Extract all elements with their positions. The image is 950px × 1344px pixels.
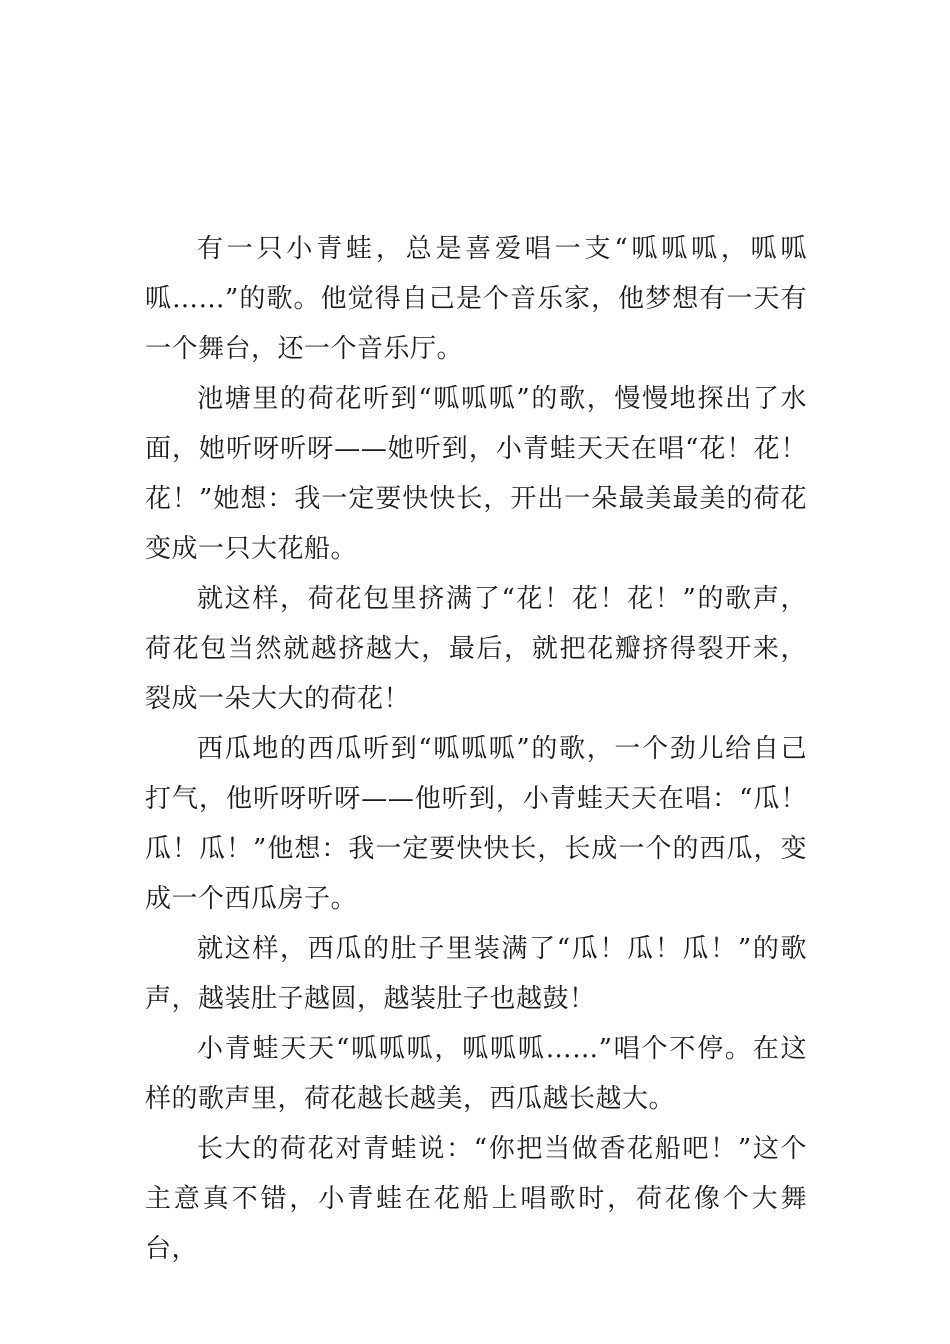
paragraph-7: 长大的荷花对青蛙说：“你把当做香花船吧！”这个主意真不错，小青蛙在花船上唱歌时，荷花像个大舞台， (145, 1134, 807, 1264)
paragraph-1: 有一只小青蛙，总是喜爱唱一支“呱呱呱，呱呱呱……”的歌。他觉得自己是个音乐家，他梦想有一天有一个舞台，还一个音乐厅。 (145, 234, 807, 364)
paragraph-5: 就这样，西瓜的肚子里装满了“瓜！瓜！瓜！”的歌声，越装肚子越圆，越装肚子也越鼓！ (145, 934, 807, 1014)
paragraph-3: 就这样，荷花包里挤满了“花！花！花！”的歌声，荷花包当然就越挤越大，最后，就把花瓣挤得裂开来，裂成一朵大大的荷花！ (145, 584, 807, 714)
paragraph-4: 西瓜地的西瓜听到“呱呱呱”的歌，一个劲儿给自己打气，他听呀听呀——他听到，小青蛙天天在唱：“瓜！瓜！瓜！”他想：我一定要快快长，长成一个的西瓜，变成一个西瓜房子。 (145, 734, 807, 914)
paragraph-6: 小青蛙天天“呱呱呱，呱呱呱……”唱个不停。在这样的歌声里，荷花越长越美，西瓜越长越大。 (145, 1034, 807, 1114)
paragraph-2: 池塘里的荷花听到“呱呱呱”的歌，慢慢地探出了水面，她听呀听呀——她听到，小青蛙天天在唱“花！花！花！”她想：我一定要快快长，开出一朵最美最美的荷花变成一只大花船。 (145, 384, 807, 564)
story-body (145, 224, 807, 1274)
